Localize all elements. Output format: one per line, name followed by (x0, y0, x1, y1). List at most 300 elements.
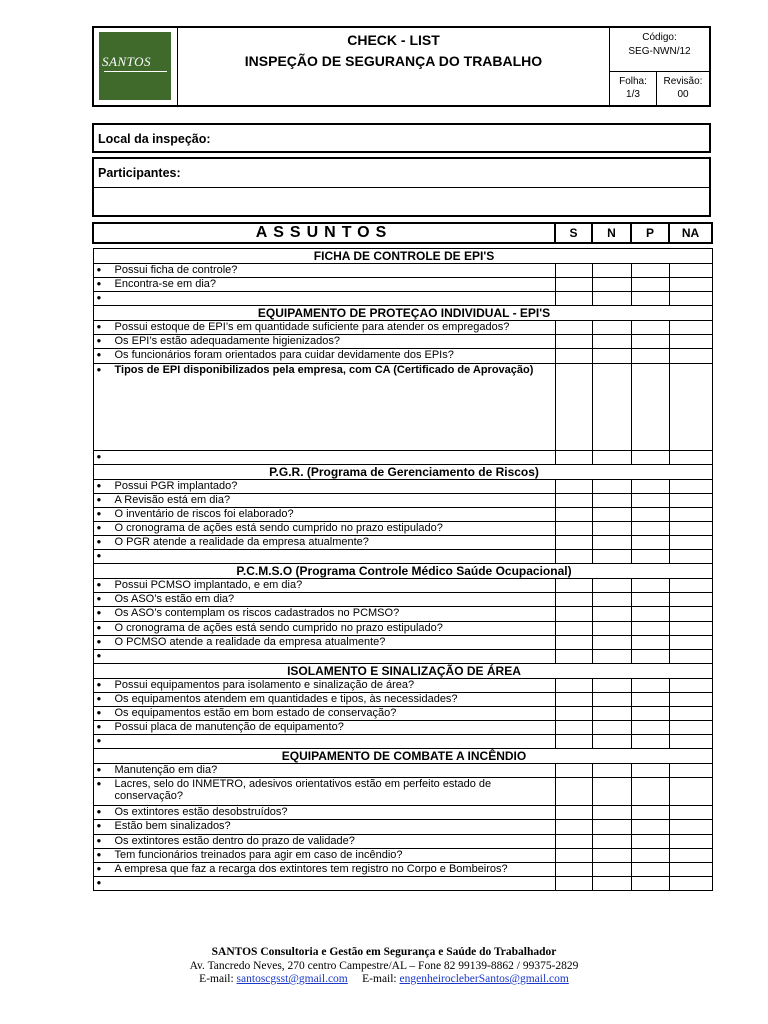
checklist-item (93, 764, 555, 778)
bullet-icon: ● (96, 650, 102, 660)
checklist-row (93, 450, 712, 464)
checklist-row (93, 778, 712, 806)
checklist-item (93, 721, 555, 735)
item-text: Possui equipamentos para isolamento e sinalização de área? (114, 678, 415, 691)
checklist-row (93, 550, 712, 564)
sheet-value: 1/3 (626, 89, 640, 100)
item-text: Possui ficha de controle? (114, 264, 238, 276)
item-text: A Revisão está em dia? (114, 493, 231, 506)
checklist-item (93, 363, 555, 450)
checkbox-na[interactable] (669, 649, 712, 663)
checkbox-n[interactable] (592, 735, 631, 749)
checkbox-p[interactable] (631, 579, 669, 593)
checkbox-na[interactable] (669, 521, 712, 535)
bullet-icon: ● (96, 807, 102, 817)
item-text: Os EPI’s estão adequadamente higienizados? (114, 335, 340, 348)
checkbox-na[interactable] (669, 363, 712, 450)
checkbox-s[interactable] (555, 678, 592, 692)
section-header (93, 306, 712, 321)
checkbox-na[interactable] (669, 593, 712, 607)
checkbox-s[interactable] (555, 721, 592, 735)
item-text: Possui PGR implantado? (114, 479, 238, 492)
checkbox-s[interactable] (555, 521, 592, 535)
checkbox-s[interactable] (555, 834, 592, 848)
checkbox-n[interactable] (592, 862, 631, 876)
checkbox-s[interactable] (555, 593, 592, 607)
checkbox-p[interactable] (631, 621, 669, 635)
checklist-row (93, 579, 712, 593)
item-text: Os funcionários foram orientados para cuidar devidamente dos EPIs? (114, 349, 454, 362)
checkbox-n[interactable] (592, 278, 631, 292)
checkbox-na[interactable] (669, 778, 712, 806)
checkbox-s[interactable] (555, 862, 592, 876)
checkbox-s[interactable] (555, 507, 592, 521)
item-text: Os extintores estão dentro do prazo de validade? (114, 834, 355, 847)
checkbox-na[interactable] (669, 706, 712, 720)
checkbox-p[interactable] (631, 820, 669, 834)
footer-emails (0, 973, 768, 987)
checkbox-p[interactable] (631, 834, 669, 848)
bullet-icon: ● (96, 480, 102, 490)
bullet-icon: ● (96, 551, 102, 561)
checkbox-na[interactable] (669, 278, 712, 292)
checkbox-na[interactable] (669, 507, 712, 521)
checklist-row (93, 692, 712, 706)
column-header-p: P (631, 223, 669, 243)
checklist-item (93, 820, 555, 834)
section-title: P.C.M.S.O (Programa Controle Médico Saúde Ocupacional) (93, 564, 712, 579)
checkbox-p[interactable] (631, 607, 669, 621)
item-text: O inventário de riscos foi elaborado? (114, 507, 294, 520)
email-link-1[interactable]: santoscgsst@gmail.com (236, 973, 348, 985)
checkbox-n[interactable] (592, 848, 631, 862)
table-header-row (93, 223, 712, 243)
checkbox-p[interactable] (631, 862, 669, 876)
checklist-row (93, 834, 712, 848)
checkbox-p[interactable] (631, 593, 669, 607)
bullet-icon: ● (96, 322, 102, 332)
checklist-item (93, 692, 555, 706)
checkbox-p[interactable] (631, 635, 669, 649)
checklist-row (93, 536, 712, 550)
bullet-icon: ● (96, 580, 102, 590)
checkbox-na[interactable] (669, 764, 712, 778)
participants-label: Participantes: (98, 166, 181, 180)
checklist-row (93, 278, 712, 292)
checkbox-p[interactable] (631, 450, 669, 464)
item-text: Os equipamentos estão em bom estado de conservação? (114, 706, 397, 719)
santos-logo (99, 32, 171, 100)
checklist-row (93, 363, 712, 450)
bullet-icon: ● (96, 679, 102, 689)
bullet-icon: ● (96, 693, 102, 703)
checkbox-na[interactable] (669, 349, 712, 363)
item-text: Tem funcionários treinados para agir em caso de incêndio? (114, 848, 403, 861)
column-header-n: N (592, 223, 631, 243)
logo-wordmark: SANTOS (102, 54, 151, 69)
local-field[interactable] (92, 123, 711, 153)
checklist-item (93, 876, 555, 890)
section-header (93, 249, 712, 264)
checkbox-s[interactable] (555, 764, 592, 778)
checkbox-s[interactable] (555, 820, 592, 834)
column-header-s: S (555, 223, 592, 243)
logo-cell (94, 28, 178, 105)
section-title: FICHA DE CONTROLE DE EPI'S (93, 249, 712, 264)
checkbox-na[interactable] (669, 479, 712, 493)
checkbox-na[interactable] (669, 834, 712, 848)
checklist-row (93, 621, 712, 635)
participants-field[interactable] (92, 157, 711, 217)
checklist-item (93, 678, 555, 692)
checkbox-s[interactable] (555, 335, 592, 349)
checklist-row (93, 507, 712, 521)
checkbox-n[interactable] (592, 335, 631, 349)
checklist-item (93, 321, 555, 335)
checkbox-p[interactable] (631, 479, 669, 493)
checkbox-na[interactable] (669, 862, 712, 876)
checkbox-n[interactable] (592, 363, 631, 450)
bullet-icon: ● (96, 265, 102, 274)
item-text: Lacres, selo do INMETRO, adesivos orientativos estão em perfeito estado de conservação? (114, 778, 492, 803)
checkbox-na[interactable] (669, 536, 712, 550)
checklist-item (93, 479, 555, 493)
footer-company: SANTOS Consultoria e Gestão em Segurança e Saúde do Trabalhador (211, 946, 557, 958)
checklist-row (93, 678, 712, 692)
revision-cell (657, 72, 709, 105)
checkbox-n[interactable] (592, 507, 631, 521)
checklist-row (93, 593, 712, 607)
checkbox-s[interactable] (555, 536, 592, 550)
checkbox-n[interactable] (592, 321, 631, 335)
item-text: Encontra-se em dia? (114, 278, 216, 291)
checkbox-p[interactable] (631, 507, 669, 521)
checkbox-n[interactable] (592, 550, 631, 564)
checklist-item (93, 579, 555, 593)
checkbox-p[interactable] (631, 678, 669, 692)
checkbox-s[interactable] (555, 264, 592, 278)
checkbox-s[interactable] (555, 550, 592, 564)
checklist-item (93, 607, 555, 621)
checkbox-na[interactable] (669, 806, 712, 820)
checkbox-n[interactable] (592, 764, 631, 778)
checklist-row (93, 292, 712, 306)
checkbox-n[interactable] (592, 450, 631, 464)
checkbox-na[interactable] (669, 621, 712, 635)
checkbox-na[interactable] (669, 721, 712, 735)
checkbox-p[interactable] (631, 278, 669, 292)
checkbox-s[interactable] (555, 848, 592, 862)
checkbox-s[interactable] (555, 621, 592, 635)
checklist-item (93, 493, 555, 507)
checklist-row (93, 493, 712, 507)
bullet-icon: ● (96, 350, 102, 360)
checkbox-p[interactable] (631, 550, 669, 564)
checklist-item (93, 349, 555, 363)
checkbox-p[interactable] (631, 764, 669, 778)
code-cell (610, 28, 709, 72)
item-text: O PCMSO atende a realidade da empresa atualmente? (114, 635, 386, 648)
checkbox-na[interactable] (669, 607, 712, 621)
checkbox-n[interactable] (592, 635, 631, 649)
checkbox-n[interactable] (592, 876, 631, 890)
bullet-icon: ● (96, 622, 102, 632)
section-title: EQUIPAMENTO DE COMBATE A INCÊNDIO (93, 749, 712, 764)
checklist-table (92, 222, 713, 891)
item-text: Os ASO’s contemplam os riscos cadastrados no PCMSO? (114, 607, 400, 620)
email-label-2: E-mail: (362, 973, 397, 985)
checkbox-s[interactable] (555, 292, 592, 306)
checklist-item (93, 521, 555, 535)
checklist-item (93, 593, 555, 607)
checklist-row (93, 649, 712, 663)
footer (0, 946, 768, 987)
checkbox-n[interactable] (592, 264, 631, 278)
checkbox-na[interactable] (669, 264, 712, 278)
checkbox-p[interactable] (631, 721, 669, 735)
checkbox-p[interactable] (631, 778, 669, 806)
checklist-item (93, 848, 555, 862)
revision-label: Revisão: (663, 76, 703, 87)
checklist-row (93, 876, 712, 890)
bullet-icon: ● (96, 608, 102, 618)
item-text: Possui estoque de EPI’s em quantidade suficiente para atender os empregados? (114, 321, 510, 334)
checkbox-n[interactable] (592, 721, 631, 735)
checklist-item (93, 649, 555, 663)
checklist-item (93, 450, 555, 464)
item-text: Manutenção em dia? (114, 764, 218, 777)
document-header (92, 26, 711, 107)
checkbox-p[interactable] (631, 848, 669, 862)
checkbox-s[interactable] (555, 692, 592, 706)
checklist-row (93, 735, 712, 749)
checkbox-p[interactable] (631, 264, 669, 278)
checkbox-s[interactable] (555, 876, 592, 890)
item-text: Tipos de EPI disponibilizados pela empresa, com CA (Certificado de Aprovação) (114, 363, 534, 376)
checklist-item (93, 706, 555, 720)
bullet-icon: ● (96, 863, 102, 873)
checklist-row (93, 806, 712, 820)
bullet-icon: ● (96, 636, 102, 646)
checklist-row (93, 335, 712, 349)
checkbox-na[interactable] (669, 493, 712, 507)
checkbox-s[interactable] (555, 635, 592, 649)
item-text: Os ASO’s estão em dia? (114, 593, 235, 606)
checklist-item (93, 335, 555, 349)
checkbox-p[interactable] (631, 493, 669, 507)
checkbox-na[interactable] (669, 876, 712, 890)
section-header (93, 749, 712, 764)
bullet-icon: ● (96, 522, 102, 532)
checkbox-n[interactable] (592, 479, 631, 493)
checkbox-n[interactable] (592, 536, 631, 550)
bullet-icon: ● (96, 293, 102, 303)
checkbox-n[interactable] (592, 678, 631, 692)
checklist-item (93, 735, 555, 749)
item-text: O cronograma de ações está sendo cumprido no prazo estipulado? (114, 621, 443, 634)
checkbox-n[interactable] (592, 521, 631, 535)
column-header-na: NA (669, 223, 712, 243)
checkbox-p[interactable] (631, 521, 669, 535)
bullet-icon: ● (96, 594, 102, 604)
bullet-icon: ● (96, 508, 102, 518)
checkbox-n[interactable] (592, 593, 631, 607)
section-title: ISOLAMENTO E SINALIZAÇÃO DE ÁREA (93, 663, 712, 678)
checkbox-n[interactable] (592, 806, 631, 820)
bullet-icon: ● (96, 451, 102, 461)
checkbox-s[interactable] (555, 450, 592, 464)
item-text: Os extintores estão desobstruídos? (114, 806, 288, 819)
bullet-icon: ● (96, 722, 102, 732)
bullet-icon: ● (96, 765, 102, 775)
checkbox-s[interactable] (555, 349, 592, 363)
checklist-row (93, 635, 712, 649)
document-subtitle: INSPEÇÃO DE SEGURANÇA DO TRABALHO (244, 53, 543, 69)
checklist-row (93, 721, 712, 735)
checklist-row (93, 264, 712, 278)
checkbox-s[interactable] (555, 806, 592, 820)
checkbox-s[interactable] (555, 479, 592, 493)
bullet-icon: ● (96, 279, 102, 289)
checkbox-n[interactable] (592, 493, 631, 507)
item-text: Possui PCMSO implantado, e em dia? (114, 579, 303, 592)
checklist-item (93, 621, 555, 635)
checkbox-s[interactable] (555, 363, 592, 450)
checklist-item (93, 635, 555, 649)
subjects-header: ASSUNTOS (93, 223, 555, 243)
section-title: P.G.R. (Programa de Gerenciamento de Riscos) (93, 464, 712, 479)
checkbox-p[interactable] (631, 876, 669, 890)
section-header (93, 663, 712, 678)
checklist-item (93, 264, 555, 278)
checklist-item (93, 292, 555, 306)
checklist-item (93, 278, 555, 292)
checklist-row (93, 862, 712, 876)
checklist-row (93, 521, 712, 535)
checkbox-na[interactable] (669, 579, 712, 593)
bullet-icon: ● (96, 877, 102, 887)
checkbox-s[interactable] (555, 706, 592, 720)
item-text: O cronograma de ações está sendo cumprido no prazo estipulado? (114, 521, 443, 534)
item-text: Os equipamentos atendem em quantidades e tipos, às necessidades? (114, 692, 458, 705)
checklist-row (93, 607, 712, 621)
checkbox-p[interactable] (631, 349, 669, 363)
checkbox-n[interactable] (592, 820, 631, 834)
checkbox-na[interactable] (669, 335, 712, 349)
checkbox-na[interactable] (669, 550, 712, 564)
checkbox-na[interactable] (669, 292, 712, 306)
code-value: SEG-NWN/12 (628, 46, 691, 57)
checkbox-s[interactable] (555, 649, 592, 663)
checkbox-na[interactable] (669, 820, 712, 834)
checkbox-p[interactable] (631, 649, 669, 663)
checkbox-s[interactable] (555, 278, 592, 292)
checklist-item (93, 536, 555, 550)
checkbox-s[interactable] (555, 778, 592, 806)
bullet-icon: ● (96, 707, 102, 717)
checkbox-n[interactable] (592, 649, 631, 663)
checklist-row (93, 764, 712, 778)
checkbox-n[interactable] (592, 579, 631, 593)
checklist-item (93, 778, 555, 806)
checkbox-na[interactable] (669, 450, 712, 464)
checkbox-p[interactable] (631, 363, 669, 450)
checklist-row (93, 706, 712, 720)
checklist-row (93, 820, 712, 834)
checkbox-na[interactable] (669, 635, 712, 649)
title-cell (178, 28, 610, 105)
checkbox-p[interactable] (631, 536, 669, 550)
section-title: EQUIPAMENTO DE PROTEÇAO INDIVIDUAL - EPI'S (93, 306, 712, 321)
bullet-icon: ● (96, 364, 102, 374)
checkbox-na[interactable] (669, 848, 712, 862)
checkbox-p[interactable] (631, 706, 669, 720)
checkbox-n[interactable] (592, 692, 631, 706)
checkbox-s[interactable] (555, 735, 592, 749)
checkbox-s[interactable] (555, 321, 592, 335)
checklist-row (93, 321, 712, 335)
bullet-icon: ● (96, 849, 102, 859)
bullet-icon: ● (96, 494, 102, 504)
section-header (93, 564, 712, 579)
checkbox-na[interactable] (669, 735, 712, 749)
document-title: CHECK - LIST (347, 32, 440, 48)
sheet-label: Folha: (619, 76, 647, 87)
checkbox-p[interactable] (631, 806, 669, 820)
item-text: O PGR atende a realidade da empresa atualmente? (114, 536, 369, 549)
checkbox-s[interactable] (555, 607, 592, 621)
item-text: A empresa que faz a recarga dos extintores tem registro no Corpo e Bombeiros? (114, 862, 508, 875)
email-link-2[interactable]: engenheirocleberSantos@gmail.com (399, 973, 569, 985)
bullet-icon: ● (96, 821, 102, 831)
checkbox-n[interactable] (592, 706, 631, 720)
checklist-row (93, 848, 712, 862)
checkbox-p[interactable] (631, 335, 669, 349)
checkbox-p[interactable] (631, 321, 669, 335)
item-text: Possui placa de manutenção de equipamento? (114, 721, 344, 734)
checkbox-n[interactable] (592, 621, 631, 635)
checkbox-n[interactable] (592, 607, 631, 621)
bullet-icon: ● (96, 736, 102, 746)
bullet-icon: ● (96, 779, 102, 789)
checkbox-p[interactable] (631, 692, 669, 706)
checkbox-s[interactable] (555, 493, 592, 507)
checkbox-n[interactable] (592, 834, 631, 848)
section-header (93, 464, 712, 479)
checkbox-s[interactable] (555, 579, 592, 593)
checklist-item (93, 507, 555, 521)
checklist-item (93, 834, 555, 848)
checkbox-n[interactable] (592, 778, 631, 806)
checklist-item (93, 862, 555, 876)
bullet-icon: ● (96, 537, 102, 547)
bullet-icon: ● (96, 835, 102, 845)
checkbox-p[interactable] (631, 735, 669, 749)
checklist-item (93, 806, 555, 820)
email-label-1: E-mail: (199, 973, 234, 985)
checkbox-na[interactable] (669, 692, 712, 706)
footer-address: Av. Tancredo Neves, 270 centro Campestre/AL – Fone 82 99139-8862 / 99375-2829 (189, 959, 579, 972)
revision-value: 00 (677, 89, 689, 100)
sheet-cell (610, 72, 657, 105)
checklist-row (93, 349, 712, 363)
checkbox-p[interactable] (631, 292, 669, 306)
checkbox-na[interactable] (669, 678, 712, 692)
code-label: Código: (642, 32, 677, 43)
checkbox-n[interactable] (592, 349, 631, 363)
checkbox-n[interactable] (592, 292, 631, 306)
checkbox-na[interactable] (669, 321, 712, 335)
